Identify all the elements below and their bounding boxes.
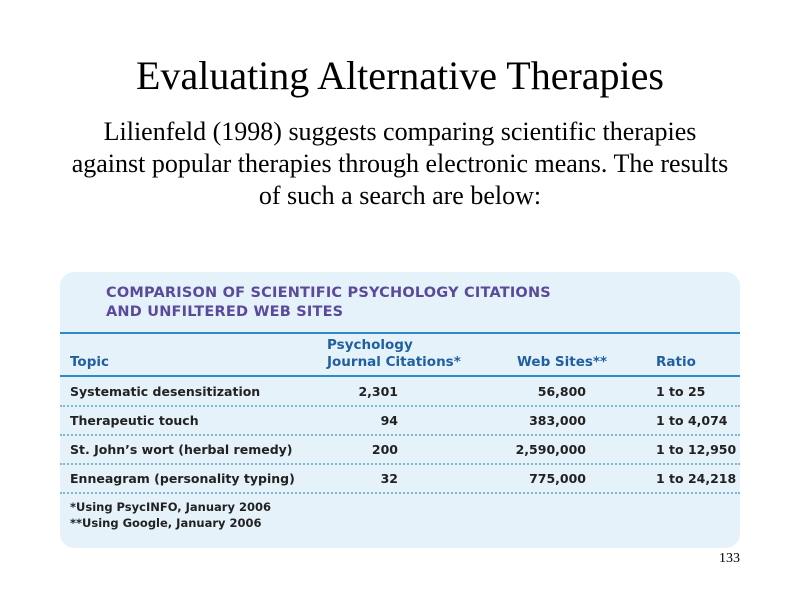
cell-web-sites: 56,800	[537, 384, 586, 399]
slide-body-text: Lilienfeld (1998) suggests comparing scientific therapies against popular therapies through electronic means. The results of such a search are below:	[71, 117, 729, 210]
table-heading-line-1: COMPARISON OF SCIENTIFIC PSYCHOLOGY CITATIONS	[106, 285, 551, 301]
cell-ratio: 1 to 25	[656, 384, 706, 399]
cell-web-sites: 2,590,000	[515, 442, 586, 457]
cell-journal-citations: 200	[371, 442, 398, 457]
comparison-table-panel	[60, 272, 740, 548]
footnote: *Using PsycINFO, January 2006	[70, 500, 271, 514]
cell-topic: Therapeutic touch	[70, 413, 199, 428]
footnote: **Using Google, January 2006	[70, 516, 262, 530]
table-body	[60, 378, 740, 494]
cell-journal-citations: 2,301	[358, 384, 398, 399]
column-header-ratio: Ratio	[656, 354, 696, 370]
column-header-journal-line-1: Psychology	[327, 337, 413, 353]
cell-ratio: 1 to 12,950	[656, 442, 737, 457]
cell-ratio: 1 to 4,074	[656, 413, 728, 428]
cell-web-sites: 383,000	[529, 413, 586, 428]
page-number: 133	[719, 551, 740, 566]
cell-topic: Systematic desensitization	[70, 384, 261, 399]
table-heading	[106, 284, 551, 322]
cell-journal-citations: 32	[380, 471, 398, 486]
cell-topic: St. John’s wort (herbal remedy)	[70, 442, 293, 457]
table-row	[60, 378, 740, 407]
table-row	[60, 436, 740, 465]
column-header-web-sites: Web Sites**	[517, 354, 608, 370]
table-heading-line-2: AND UNFILTERED WEB SITES	[106, 304, 344, 320]
column-header-journal-line-2: Journal Citations*	[327, 354, 461, 370]
column-header-journal-citations	[327, 337, 461, 371]
table-row	[60, 465, 740, 494]
cell-topic: Enneagram (personality typing)	[70, 471, 295, 486]
table-top-rule	[60, 332, 740, 334]
table-row	[60, 407, 740, 436]
table-footnotes	[70, 499, 271, 531]
slide-title: Evaluating Alternative Therapies	[136, 53, 664, 98]
table-header-rule	[60, 375, 740, 377]
cell-journal-citations: 94	[380, 413, 398, 428]
cell-web-sites: 775,000	[529, 471, 586, 486]
column-header-topic: Topic	[70, 354, 109, 370]
cell-ratio: 1 to 24,218	[656, 471, 737, 486]
